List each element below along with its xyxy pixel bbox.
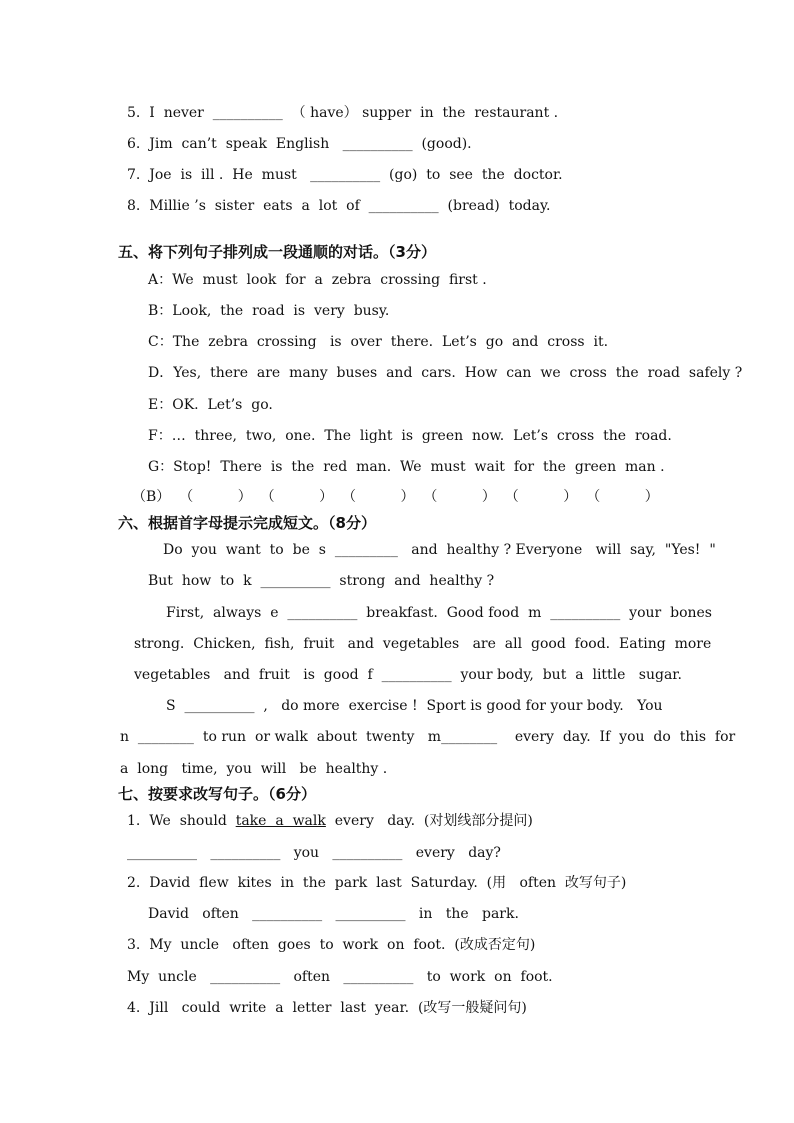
rewrite-answer-1: __________ __________ you __________ every day? [127, 845, 501, 861]
rewrite-question-3: 3. My uncle often goes to work on foot. (改成否定句) [127, 937, 536, 953]
section6-heading: 六、根据首字母提示完成短文。（8分） [118, 514, 376, 532]
dialogue-line-f: F：… three, two, one. The light is green now. Let’s cross the road. [148, 428, 672, 444]
rewrite-answer-2: David often __________ __________ in the park. [148, 906, 519, 922]
passage-line-5: vegetables and fruit is good f __________ your body, but a little sugar. [134, 667, 682, 683]
section5-heading: 五、将下列句子排列成一段通顺的对话。（3分） [118, 243, 436, 261]
question-8: 8. Millie ’s sister eats a lot of __________ (bread) today. [127, 198, 551, 214]
passage-line-1: Do you want to be s _________ and healthy ? Everyone will say, "Yes! " [163, 542, 716, 558]
answer-row: （B） （ ） （ ） （ ） （ ） （ ） （ ） [132, 489, 659, 505]
dialogue-line-a: A：We must look for a zebra crossing first . [148, 272, 487, 288]
passage-line-7: n ________ to run or walk about twenty m________ every day. If you do this for [120, 729, 736, 745]
question-7: 7. Joe is ill . He must __________ (go) to see the doctor. [127, 167, 563, 183]
q1-suffix: every day. (对划线部分提问) [325, 813, 533, 829]
dialogue-line-b: B：Look, the road is very busy. [148, 303, 390, 319]
rewrite-question-4: 4. Jill could write a letter last year. (改写一般疑问句) [127, 1000, 527, 1016]
passage-line-6: S __________ , do more exercise ! Sport is good for your body. You [166, 698, 663, 714]
rewrite-answer-3: My uncle __________ often __________ to work on foot. [127, 969, 553, 985]
q1-underlined-phrase: take a walk [235, 813, 326, 829]
passage-line-3: First, always e __________ breakfast. Good food m __________ your bones [166, 605, 712, 621]
passage-line-8: a long time, you will be healthy . [120, 761, 388, 777]
section7-heading: 七、按要求改写句子。（6分） [118, 785, 316, 803]
passage-line-4: strong. Chicken, fish, fruit and vegetables are all good food. Eating more [134, 636, 712, 652]
dialogue-line-e: E：OK. Let’s go. [148, 397, 273, 413]
dialogue-line-g: G：Stop! There is the red man. We must wait for the green man . [148, 459, 665, 475]
question-6: 6. Jim can’t speak English __________ (good). [127, 136, 472, 152]
rewrite-question-2: 2. David flew kites in the park last Saturday. (用 often 改写句子) [127, 875, 627, 891]
question-5: 5. I never __________ （ have） supper in the restaurant . [127, 105, 559, 121]
dialogue-line-c: C：The zebra crossing is over there. Let’s go and cross it. [148, 334, 609, 350]
dialogue-line-d: D．Yes, there are many buses and cars. How can we cross the road safely ? [148, 365, 743, 381]
passage-line-2: But how to k __________ strong and healthy ? [148, 573, 495, 589]
rewrite-question-1 [127, 812, 533, 830]
q1-prefix: 1. We should [127, 813, 236, 829]
